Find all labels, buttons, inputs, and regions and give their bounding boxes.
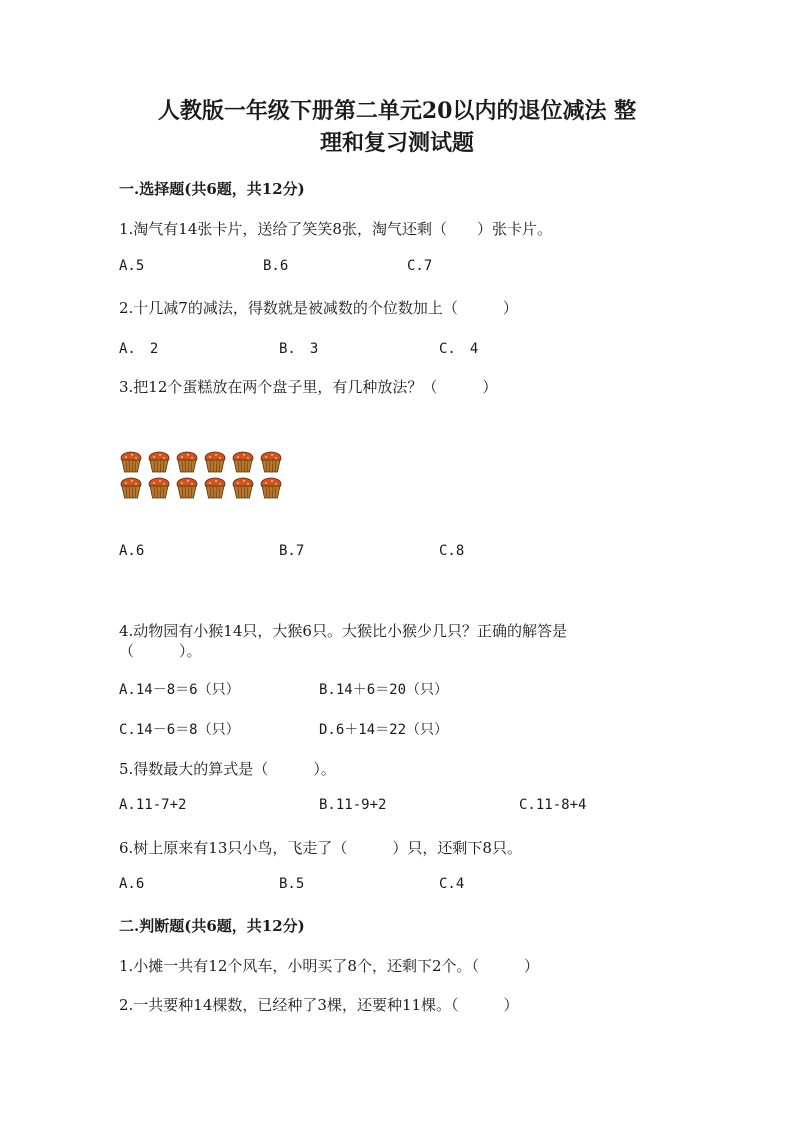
q6-option-c: C.4: [439, 876, 465, 892]
q2-option-b: B. 3: [279, 341, 319, 357]
cupcake-icon: [147, 476, 171, 500]
q2-option-c: C. 4: [439, 341, 479, 357]
page-title-line2: 理和复习测试题: [319, 130, 474, 156]
question-4-line1: 4.动物园有小猴14只，大猴6只。大猴比小猴少几只？正确的解答是: [119, 622, 567, 640]
cupcake-icon: [231, 450, 255, 474]
q1-option-c: C.7: [407, 258, 433, 274]
cupcake-icon: [259, 476, 283, 500]
cupcake-icon: [259, 450, 283, 474]
cupcake-icon: [175, 476, 199, 500]
cupcakes-image: [119, 450, 283, 500]
cupcake-icon: [203, 450, 227, 474]
question-3: 3.把12个蛋糕放在两个盘子里，有几种放法？（ ）: [119, 378, 498, 396]
question-2: 2.十几减7的减法，得数就是被减数的个位数加上（ ）: [119, 299, 518, 317]
q3-option-c: C.8: [439, 543, 465, 559]
q6-option-b: B.5: [279, 876, 305, 892]
section-heading-choice: 一.选择题(共6题，共12分): [119, 180, 305, 198]
section-heading-judge: 二.判断题(共6题，共12分): [119, 917, 305, 935]
judge-question-2: 2.一共要种14棵数，已经种了3棵，还要种11棵。（ ）: [119, 996, 519, 1014]
q3-option-a: A.6: [119, 543, 145, 559]
cupcake-icon: [119, 450, 143, 474]
q5-option-c: C.11-8+4: [519, 797, 587, 813]
q2-option-a: A. 2: [119, 341, 159, 357]
page-title-line1: 人教版一年级下册第二单元20以内的退位减法 整: [157, 98, 637, 124]
question-5: 5.得数最大的算式是（ ）。: [119, 760, 336, 778]
cupcake-icon: [231, 476, 255, 500]
q4-option-c: C.14－6＝8（只）: [119, 722, 240, 738]
q4-option-b: B.14＋6＝20（只）: [319, 682, 449, 698]
q5-option-b: B.11-9+2: [319, 797, 387, 813]
cupcake-icon: [147, 450, 171, 474]
q5-option-a: A.11-7+2: [119, 797, 187, 813]
q3-option-b: B.7: [279, 543, 305, 559]
cupcake-icon: [175, 450, 199, 474]
question-4-line2: （ ）。: [119, 642, 202, 660]
q1-option-b: B.6: [263, 258, 289, 274]
question-1: 1.淘气有14张卡片，送给了笑笑8张，淘气还剩（ ）张卡片。: [119, 220, 552, 238]
cupcake-icon: [203, 476, 227, 500]
q4-option-d: D.6＋14＝22（只）: [319, 722, 449, 738]
q1-option-a: A.5: [119, 258, 145, 274]
judge-question-1: 1.小摊一共有12个风车，小明买了8个，还剩下2个。（ ）: [119, 957, 539, 975]
q4-option-a: A.14－8＝6（只）: [119, 682, 240, 698]
cupcake-icon: [119, 476, 143, 500]
q6-option-a: A.6: [119, 876, 145, 892]
question-6: 6.树上原来有13只小鸟，飞走了（ ）只，还剩下8只。: [119, 839, 522, 857]
